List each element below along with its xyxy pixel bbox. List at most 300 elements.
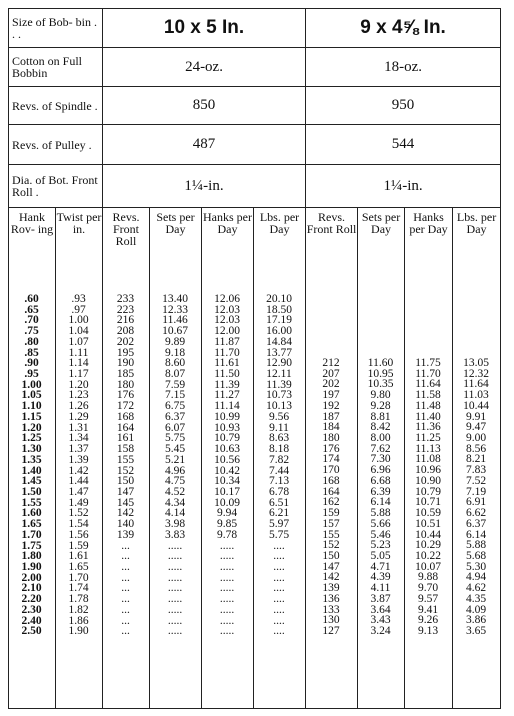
cotton-a: 24-oz. <box>103 48 306 87</box>
spindle-b: 950 <box>306 87 501 125</box>
twist-cell: 1.61 <box>68 550 89 563</box>
lbs-b-cell: 11.64 <box>463 378 489 391</box>
hanks-b-cell: 10.29 <box>415 539 441 552</box>
sets-a-cell: 8.07 <box>164 368 186 381</box>
twist-cell: 1.49 <box>68 496 89 509</box>
hanks-b-cell: 11.48 <box>415 399 441 412</box>
hank-cell: 1.25 <box>21 432 42 445</box>
hanks-b-cell: 11.70 <box>415 367 441 380</box>
pulley-b: 544 <box>306 125 501 165</box>
hanks-a-cell: 10.99 <box>214 410 240 423</box>
twist-cell: 1.44 <box>68 475 89 488</box>
dia-label: Dia. of Bot. Front Roll . <box>9 165 103 208</box>
lbs-b-cell: 6.91 <box>465 496 487 509</box>
revs-a-column <box>102 294 149 637</box>
revs-a-cell: 158 <box>116 443 135 456</box>
revs-b-cell: 176 <box>322 442 340 455</box>
hanks-a-cell: ..... <box>219 550 235 563</box>
hanks-a-cell: 10.56 <box>214 453 240 466</box>
lbs-b-cell: 13.05 <box>463 357 489 369</box>
hank-cell: 2.10 <box>21 582 42 595</box>
revs-a-cell: ... <box>121 539 130 552</box>
lbs-b-cell: 6.37 <box>465 517 487 530</box>
sets-b-cell: 7.30 <box>370 453 391 466</box>
hanks-b-cell: 11.40 <box>415 410 441 423</box>
lbs-a-cell: 11.39 <box>266 378 292 391</box>
revs-a-cell: 185 <box>116 368 135 381</box>
hanks-b-cell: 11.58 <box>415 389 441 402</box>
lbs-a-cell: 13.77 <box>266 346 292 359</box>
hank-cell: .60 <box>24 293 39 305</box>
sets-a-cell: 8.60 <box>164 357 186 370</box>
twist-cell: 1.54 <box>68 518 89 531</box>
revs-a-cell: 233 <box>116 293 135 305</box>
revs-b-cell: 155 <box>322 528 340 541</box>
dia-a: 1¼-in. <box>103 165 306 208</box>
hank-column <box>8 294 55 637</box>
sets-a-cell: 6.75 <box>164 400 186 413</box>
hanks-a-cell: 11.61 <box>214 357 240 370</box>
lbs-b-cell: 9.91 <box>465 410 487 423</box>
sets-a-cell: 7.15 <box>164 389 186 402</box>
sets-b-cell: 4.11 <box>370 582 391 595</box>
lbs-a-cell: .... <box>273 550 285 563</box>
hanks-a-cell: 11.87 <box>214 335 240 348</box>
hank-cell: .75 <box>24 325 39 338</box>
twist-cell: 1.47 <box>68 485 89 498</box>
lbs-a-cell: 6.78 <box>268 485 290 498</box>
sets-a-cell: ..... <box>167 560 183 573</box>
lbs-a-cell: 6.21 <box>268 507 290 520</box>
twist-cell: 1.70 <box>68 571 89 584</box>
pulley-label: Revs. of Pulley . <box>9 125 103 165</box>
hanks-a-column <box>201 294 253 637</box>
lbs-b-cell: 11.03 <box>463 389 489 402</box>
hanks-a-cell: ..... <box>219 603 235 616</box>
revs-a-cell: 195 <box>116 346 135 359</box>
lbs-b-cell: 8.56 <box>465 442 487 455</box>
hank-cell: 2.30 <box>21 603 42 616</box>
sets-a-cell: 13.40 <box>162 293 188 305</box>
hanks-b-cell: 10.96 <box>415 464 441 477</box>
revs-b-cell: 187 <box>322 410 340 423</box>
twist-cell: 1.52 <box>68 507 89 520</box>
sets-a-cell: 12.33 <box>162 303 188 316</box>
revs-a-cell: 161 <box>116 432 135 445</box>
twist-cell: 1.07 <box>68 335 89 348</box>
hank-cell: 2.00 <box>21 571 42 584</box>
sets-a-cell: ..... <box>167 550 183 563</box>
hanks-b-cell: 10.79 <box>415 485 441 498</box>
sets-a-cell: 9.18 <box>164 346 186 359</box>
revs-a-cell: 164 <box>116 421 135 434</box>
lbs-b-cell: 4.09 <box>465 603 487 616</box>
twist-cell: 1.14 <box>68 357 89 370</box>
hank-cell: 2.40 <box>21 614 42 627</box>
hank-cell: 1.90 <box>21 560 42 573</box>
cotton-b: 18-oz. <box>306 48 501 87</box>
col-sets-b-label: Sets per Day <box>361 210 401 236</box>
sets-a-cell: ..... <box>167 539 183 552</box>
sets-b-cell: 11.60 <box>367 357 394 369</box>
col-revs-b-label: Revs. Front Roll <box>306 210 357 236</box>
hank-cell: 1.70 <box>21 528 42 541</box>
size-b: 9 x 4⅝ In. <box>306 9 501 48</box>
hanks-b-cell: 10.07 <box>415 560 441 573</box>
sets-a-cell: 6.07 <box>164 421 186 434</box>
hank-cell: 1.65 <box>21 518 42 531</box>
hank-cell: 1.30 <box>21 443 42 456</box>
hanks-b-cell: 9.88 <box>417 571 439 584</box>
hanks-b-cell: 10.90 <box>415 474 441 487</box>
hanks-a-cell: ..... <box>219 593 235 606</box>
hanks-a-cell: 11.14 <box>214 400 240 413</box>
hank-cell: .95 <box>24 368 39 381</box>
hank-cell: .85 <box>24 346 39 359</box>
sets-a-cell: 10.67 <box>162 325 188 338</box>
hank-cell: 1.05 <box>21 389 42 402</box>
lbs-b-cell: 9.00 <box>465 432 487 445</box>
hank-cell: 1.15 <box>21 410 42 423</box>
hank-cell: .90 <box>24 357 39 370</box>
sets-a-cell: ..... <box>167 593 183 606</box>
hanks-b-cell: 10.22 <box>415 549 441 562</box>
revs-a-cell: 155 <box>116 453 135 466</box>
lbs-b-cell: 3.65 <box>465 624 487 637</box>
sets-a-cell: ..... <box>167 571 183 584</box>
lbs-a-cell: 5.75 <box>268 528 290 541</box>
data-layer <box>8 294 500 704</box>
lbs-b-cell: 4.35 <box>465 592 487 605</box>
lbs-a-cell: .... <box>273 603 285 616</box>
twist-cell: 1.11 <box>68 346 89 359</box>
lbs-b-cell: 7.19 <box>465 485 487 498</box>
revs-a-cell: 145 <box>116 496 135 509</box>
sets-a-cell: 4.96 <box>164 464 186 477</box>
lbs-b-cell: 8.21 <box>465 453 487 466</box>
sets-b-cell: 3.87 <box>370 592 391 605</box>
twist-cell: 1.31 <box>68 421 89 434</box>
lbs-a-cell: 12.11 <box>266 368 292 381</box>
twist-cell: 1.04 <box>68 325 89 338</box>
hanks-a-cell: 10.34 <box>214 475 240 488</box>
sets-a-cell: ..... <box>167 625 183 638</box>
lbs-b-cell: 5.68 <box>465 549 487 562</box>
revs-a-cell: ... <box>121 582 130 595</box>
hank-cell: 1.55 <box>21 496 42 509</box>
hank-cell: 1.35 <box>21 453 42 466</box>
hanks-a-cell: 9.85 <box>216 518 238 531</box>
revs-b-cell: 152 <box>322 539 340 552</box>
lbs-b-cell: 9.47 <box>465 421 487 434</box>
col-lbs-b-label: Lbs. per Day <box>456 210 497 236</box>
hanks-a-cell: 9.94 <box>216 507 238 520</box>
size-label: Size of Bob- bin . . . <box>9 9 103 48</box>
sets-a-cell: 9.89 <box>164 335 186 348</box>
hanks-a-cell: 9.78 <box>216 528 238 541</box>
sets-b-cell: 6.96 <box>370 464 391 477</box>
revs-b-cell: 174 <box>322 453 340 466</box>
lbs-a-cell: 7.44 <box>268 464 290 477</box>
lbs-b-cell: 10.44 <box>463 399 489 412</box>
revs-b-cell: 136 <box>322 592 340 605</box>
lbs-a-cell: .... <box>273 560 285 573</box>
sets-b-cell: 8.81 <box>370 410 391 423</box>
lbs-a-cell: 10.73 <box>266 389 292 402</box>
hank-cell: 1.20 <box>21 421 42 434</box>
hanks-b-cell: 9.70 <box>417 582 439 595</box>
lbs-b-cell: 4.94 <box>465 571 487 584</box>
hanks-b-cell: 10.51 <box>415 517 441 530</box>
revs-b-cell: 159 <box>322 507 340 520</box>
hanks-a-cell: 11.39 <box>214 378 240 391</box>
twist-cell: 1.42 <box>68 464 89 477</box>
twist-cell: 1.00 <box>68 314 89 327</box>
spindle-label: Revs. of Spindle . <box>9 87 103 125</box>
lbs-a-cell: 10.13 <box>266 400 292 413</box>
hanks-a-cell: ..... <box>219 571 235 584</box>
revs-b-cell: 168 <box>322 474 340 487</box>
hanks-a-cell: 12.06 <box>214 293 240 305</box>
lbs-a-cell: 7.13 <box>268 475 290 488</box>
twist-cell: .97 <box>71 303 86 316</box>
revs-b-cell: 157 <box>322 517 340 530</box>
revs-a-cell: ... <box>121 593 130 606</box>
hank-cell: 1.75 <box>21 539 42 552</box>
revs-b-cell: 212 <box>322 357 340 369</box>
twist-cell: 1.29 <box>68 410 89 423</box>
revs-a-cell: ... <box>121 614 130 627</box>
lbs-b-cell: 3.86 <box>465 614 487 627</box>
hank-cell: .80 <box>24 335 39 348</box>
hanks-b-cell: 9.26 <box>417 614 439 627</box>
twist-cell: 1.78 <box>68 593 89 606</box>
revs-b-cell: 150 <box>322 549 340 562</box>
twist-cell: 1.37 <box>68 443 89 456</box>
revs-a-cell: ... <box>121 571 130 584</box>
sets-b-cell: 6.14 <box>370 496 391 509</box>
hanks-a-cell: 12.03 <box>214 314 240 327</box>
hank-cell: 1.45 <box>21 475 42 488</box>
hank-cell: 1.00 <box>21 378 42 391</box>
hanks-a-cell: 10.17 <box>214 485 240 498</box>
twist-cell: 1.82 <box>68 603 89 616</box>
twist-cell: 1.74 <box>68 582 89 595</box>
hank-cell: 1.50 <box>21 485 42 498</box>
revs-b-cell: 147 <box>322 560 340 573</box>
twist-cell: .93 <box>71 293 86 305</box>
revs-a-cell: 139 <box>116 528 135 541</box>
sets-a-cell: 5.75 <box>164 432 186 445</box>
col-hanks-b-label: Hanks per Day <box>409 210 448 236</box>
hanks-b-cell: 10.71 <box>415 496 441 509</box>
col-hanks-a-label: Hanks per Day <box>203 210 252 236</box>
lbs-b-column <box>452 358 500 637</box>
sets-b-cell: 7.62 <box>370 442 391 455</box>
twist-cell: 1.23 <box>68 389 89 402</box>
revs-b-cell: 130 <box>322 614 340 627</box>
hank-cell: 1.40 <box>21 464 42 477</box>
twist-cell: 1.56 <box>68 528 89 541</box>
sets-b-cell: 6.39 <box>370 485 391 498</box>
hanks-a-cell: 10.63 <box>214 443 240 456</box>
sets-b-column <box>357 358 404 637</box>
revs-a-cell: 180 <box>116 378 135 391</box>
hanks-a-cell: 12.03 <box>214 303 240 316</box>
revs-b-cell: 142 <box>322 571 340 584</box>
hanks-a-cell: 11.50 <box>214 368 240 381</box>
lbs-b-cell: 5.88 <box>465 539 487 552</box>
lbs-a-cell: 14.84 <box>266 335 292 348</box>
sets-b-cell: 3.24 <box>370 624 391 637</box>
revs-b-cell: 133 <box>322 603 340 616</box>
cotton-label: Cotton on Full Bobbin <box>9 48 103 87</box>
hanks-b-cell: 9.41 <box>417 603 439 616</box>
revs-a-cell: 168 <box>116 410 135 423</box>
hanks-a-cell: 10.79 <box>214 432 240 445</box>
revs-a-cell: 152 <box>116 464 135 477</box>
lbs-a-cell: 9.11 <box>269 421 289 434</box>
sets-b-cell: 9.80 <box>370 389 391 402</box>
col-hank-roving-label: Hank Rov- ing <box>10 210 54 236</box>
revs-b-cell: 139 <box>322 582 340 595</box>
revs-b-cell: 127 <box>322 624 340 637</box>
sets-b-cell: 5.88 <box>370 507 391 520</box>
sets-b-cell: 5.46 <box>370 528 391 541</box>
sets-b-cell: 5.05 <box>370 549 391 562</box>
col-lbs-a-label: Lbs. per Day <box>259 210 300 236</box>
lbs-b-cell: 7.52 <box>465 474 487 487</box>
sets-b-cell: 3.43 <box>370 614 391 627</box>
hanks-a-cell: 11.70 <box>214 346 240 359</box>
revs-b-cell: 197 <box>322 389 340 402</box>
lbs-a-cell: .... <box>273 593 285 606</box>
sets-b-cell: 9.28 <box>370 399 391 412</box>
revs-a-cell: 190 <box>116 357 135 370</box>
lbs-a-cell: .... <box>273 582 285 595</box>
lbs-a-cell: 17.19 <box>266 314 292 327</box>
sets-a-cell: 4.14 <box>164 507 186 520</box>
twist-cell: 1.90 <box>68 625 89 638</box>
lbs-a-cell: 8.63 <box>268 432 290 445</box>
sets-b-cell: 4.71 <box>370 560 391 573</box>
col-revs-a-label: Revs. Front Roll <box>112 210 140 248</box>
sets-b-cell: 10.95 <box>367 367 394 380</box>
hank-cell: 2.50 <box>21 625 42 638</box>
twist-cell: 1.86 <box>68 614 89 627</box>
hanks-b-cell: 11.08 <box>415 453 441 466</box>
hanks-a-cell: 11.27 <box>214 389 240 402</box>
sets-a-column <box>149 294 201 637</box>
sets-b-cell: 3.64 <box>370 603 391 616</box>
sets-b-cell: 5.23 <box>370 539 391 552</box>
hank-cell: .65 <box>24 303 39 316</box>
hank-cell: .70 <box>24 314 39 327</box>
revs-b-cell: 170 <box>322 464 340 477</box>
sets-a-cell: 6.37 <box>164 410 186 423</box>
twist-column <box>55 294 102 637</box>
hanks-a-cell: 10.42 <box>214 464 240 477</box>
sets-a-cell: 5.45 <box>164 443 186 456</box>
revs-a-cell: 208 <box>116 325 135 338</box>
spindle-a: 850 <box>103 87 306 125</box>
hanks-b-cell: 11.13 <box>415 442 441 455</box>
twist-cell: 1.39 <box>68 453 89 466</box>
hanks-a-cell: 10.93 <box>214 421 240 434</box>
hanks-b-cell: 11.36 <box>415 421 441 434</box>
hank-cell: 2.20 <box>21 593 42 606</box>
sets-a-cell: 7.59 <box>164 378 186 391</box>
twist-cell: 1.26 <box>68 400 89 413</box>
revs-b-cell: 180 <box>322 432 340 445</box>
sets-a-cell: ..... <box>167 582 183 595</box>
revs-b-cell: 192 <box>322 399 340 412</box>
revs-a-cell: 202 <box>116 335 135 348</box>
sets-a-cell: 4.52 <box>164 485 186 498</box>
revs-a-cell: ... <box>121 560 130 573</box>
col-twist-label: Twist per in. <box>56 210 102 236</box>
lbs-a-cell: 6.51 <box>268 496 290 509</box>
hanks-a-cell: 12.00 <box>214 325 240 338</box>
revs-b-cell: 202 <box>322 378 340 391</box>
revs-a-cell: 150 <box>116 475 135 488</box>
hanks-a-cell: ..... <box>219 614 235 627</box>
hanks-b-cell: 10.59 <box>415 507 441 520</box>
lbs-a-cell: .... <box>273 571 285 584</box>
lbs-a-cell: .... <box>273 614 285 627</box>
lbs-b-cell: 12.32 <box>463 367 489 380</box>
sets-b-cell: 4.39 <box>370 571 391 584</box>
lbs-a-cell: 16.00 <box>266 325 292 338</box>
revs-a-cell: ... <box>121 603 130 616</box>
sets-b-cell: 5.66 <box>370 517 391 530</box>
hanks-a-cell: ..... <box>219 625 235 638</box>
revs-a-cell: 147 <box>116 485 135 498</box>
revs-a-cell: 142 <box>116 507 135 520</box>
hanks-b-cell: 11.75 <box>415 357 441 369</box>
revs-b-cell: 164 <box>322 485 340 498</box>
sets-a-cell: 4.34 <box>164 496 186 509</box>
pulley-a: 487 <box>103 125 306 165</box>
hanks-a-cell: 10.09 <box>214 496 240 509</box>
hank-cell: 1.80 <box>21 550 42 563</box>
size-a: 10 x 5 In. <box>103 9 306 48</box>
revs-a-cell: 223 <box>116 303 135 316</box>
hanks-a-cell: ..... <box>219 560 235 573</box>
revs-a-cell: 172 <box>116 400 135 413</box>
hanks-b-cell: 9.57 <box>417 592 439 605</box>
sets-a-cell: 4.75 <box>164 475 186 488</box>
revs-a-cell: 140 <box>116 518 135 531</box>
sets-b-cell: 10.35 <box>367 378 394 391</box>
revs-a-cell: ... <box>121 550 130 563</box>
revs-b-cell: 207 <box>322 367 340 380</box>
sets-b-cell: 8.42 <box>370 421 391 434</box>
lbs-a-cell: 5.97 <box>268 518 290 531</box>
lbs-a-cell: .... <box>273 539 285 552</box>
hanks-a-cell: ..... <box>219 582 235 595</box>
hank-cell: 1.60 <box>21 507 42 520</box>
lbs-a-cell: 18.50 <box>266 303 292 316</box>
revs-b-column <box>305 358 357 637</box>
sets-a-cell: 5.21 <box>164 453 186 466</box>
lbs-a-cell: 7.82 <box>268 453 290 466</box>
lbs-b-cell: 4.62 <box>465 582 487 595</box>
lbs-a-column <box>253 294 305 637</box>
hanks-b-cell: 9.13 <box>417 624 439 637</box>
revs-b-cell: 162 <box>322 496 340 509</box>
lbs-a-cell: 12.90 <box>266 357 292 370</box>
